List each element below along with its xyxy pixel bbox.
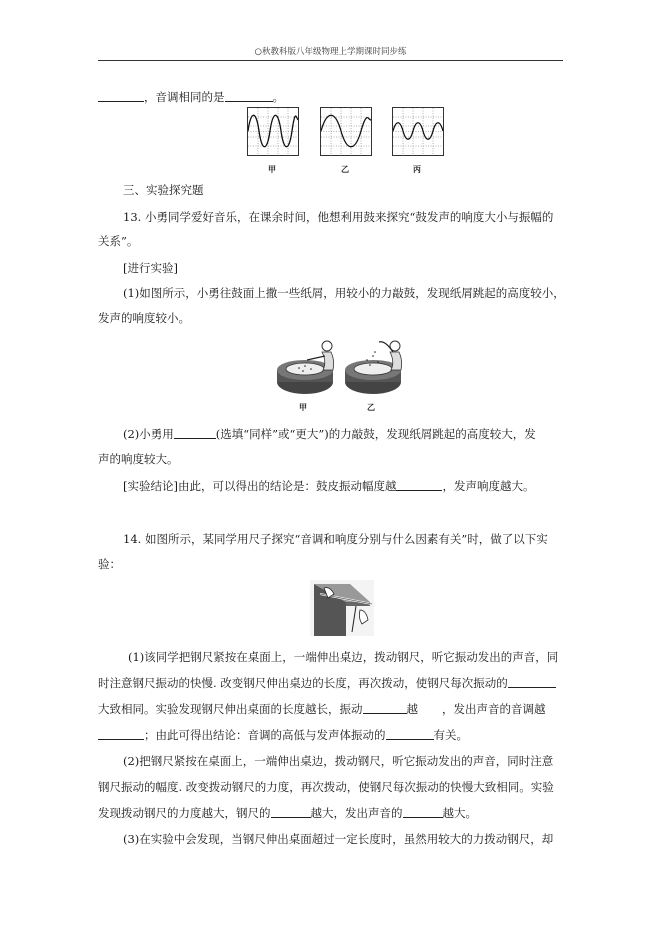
waveform-figure-bing bbox=[392, 107, 444, 156]
q14-blank-amplitude[interactable] bbox=[508, 676, 556, 688]
ruler-experiment-figure bbox=[310, 580, 374, 636]
q14-part2-line1: (2)把钢尺紧按在桌面上，一端伸出桌边，拨动钢尺，听它振动发出的声音，同时注意 bbox=[123, 754, 554, 768]
q13-part2-line2: 声的响度较大。 bbox=[98, 452, 179, 466]
q14-part2-line3: 发现拨动钢尺的力度越大，钢尺的 越大，发出声音的 越大。 bbox=[98, 806, 477, 820]
q14-blank-vibration[interactable] bbox=[363, 702, 407, 714]
waveform-figure-yi bbox=[320, 107, 372, 156]
q14-part2-line2: 钢尺振动的幅度. 改变拨动钢尺的力度，再次拨动，使钢尺每次振动的快慢大致相同。实验 bbox=[98, 780, 554, 794]
section-title: 三、实验探究题 bbox=[123, 183, 204, 197]
q14-part1-line3: 大致相同。实验发现钢尺伸出桌面的长度越长，振动 越 ，发出声音的音调越 bbox=[98, 702, 546, 716]
q13-blank-amplitude[interactable] bbox=[396, 479, 442, 491]
q12-blank-1[interactable] bbox=[98, 90, 144, 102]
q13-procedure-tag: [进行实验] bbox=[123, 261, 178, 275]
q12-answer-line: ，音调相同的是 。 bbox=[98, 90, 284, 104]
q14-blank-amplitude2[interactable] bbox=[271, 806, 311, 818]
q13-part1-line1: (1)如图所示，小勇往鼓面上撒一些纸屑，用较小的力敲鼓，发现纸屑跳起的高度较小， bbox=[123, 286, 565, 300]
q13-stem-line1: 13. 小勇同学爱好音乐，在课余时间，他想利用鼓来探究“鼓发声的响度大小与振幅的 bbox=[123, 210, 554, 224]
drum-experiment-figure bbox=[275, 332, 409, 400]
q14-part3-line1: (3)在实验中会发现，当钢尺伸出桌面超过一定长度时，虽然用较大的力拨动钢尺，却 bbox=[123, 832, 554, 846]
waveform-label-bing: 丙 bbox=[413, 164, 421, 174]
q14-blank-loudness[interactable] bbox=[403, 806, 443, 818]
q13-part1-line2: 发声的响度较小。 bbox=[98, 311, 190, 325]
waveform-label-jia: 甲 bbox=[268, 164, 276, 174]
waveform-label-yi: 乙 bbox=[341, 164, 349, 174]
q14-part1-line4: ；由此可得出结论：音调的高低与发声体振动的 有关。 bbox=[98, 728, 468, 742]
waveform-figure-jia bbox=[247, 107, 299, 156]
drum-label-jia: 甲 bbox=[299, 402, 307, 412]
q14-part1-line2: 时注意钢尺振动的快慢. 改变钢尺伸出桌边的长度，再次拨动，使钢尺每次振动的 bbox=[98, 676, 556, 690]
q13-blank-force[interactable] bbox=[174, 427, 216, 439]
drum-label-yi: 乙 bbox=[367, 402, 375, 412]
q14-stem-line2: 验： bbox=[98, 557, 121, 571]
q12-blank-2[interactable] bbox=[225, 90, 273, 102]
q13-stem-line2: 关系”。 bbox=[98, 234, 139, 248]
q13-conclusion: [实验结论]由此，可以得出的结论是：鼓皮振动幅度越 ，发声响度越大。 bbox=[123, 479, 535, 493]
q14-part1-line1: (1)该同学把钢尺紧按在桌面上，一端伸出桌边，拨动钢尺，听它振动发出的声音，同 bbox=[128, 650, 559, 664]
q14-blank-factor[interactable] bbox=[386, 728, 434, 740]
q13-part2-line1: (2)小勇用 (选填“同样”或“更大”)的力敲鼓，发现纸屑跳起的高度较大，发 bbox=[123, 427, 536, 441]
q14-blank-pitch[interactable] bbox=[98, 728, 144, 740]
page-header: ○秋教科版八年级物理上学期课时同步练 bbox=[98, 45, 563, 61]
q14-stem-line1: 14. 如图所示，某同学用尺子探究“音调和响度分别与什么因素有关”时，做了以下实 bbox=[123, 532, 548, 546]
